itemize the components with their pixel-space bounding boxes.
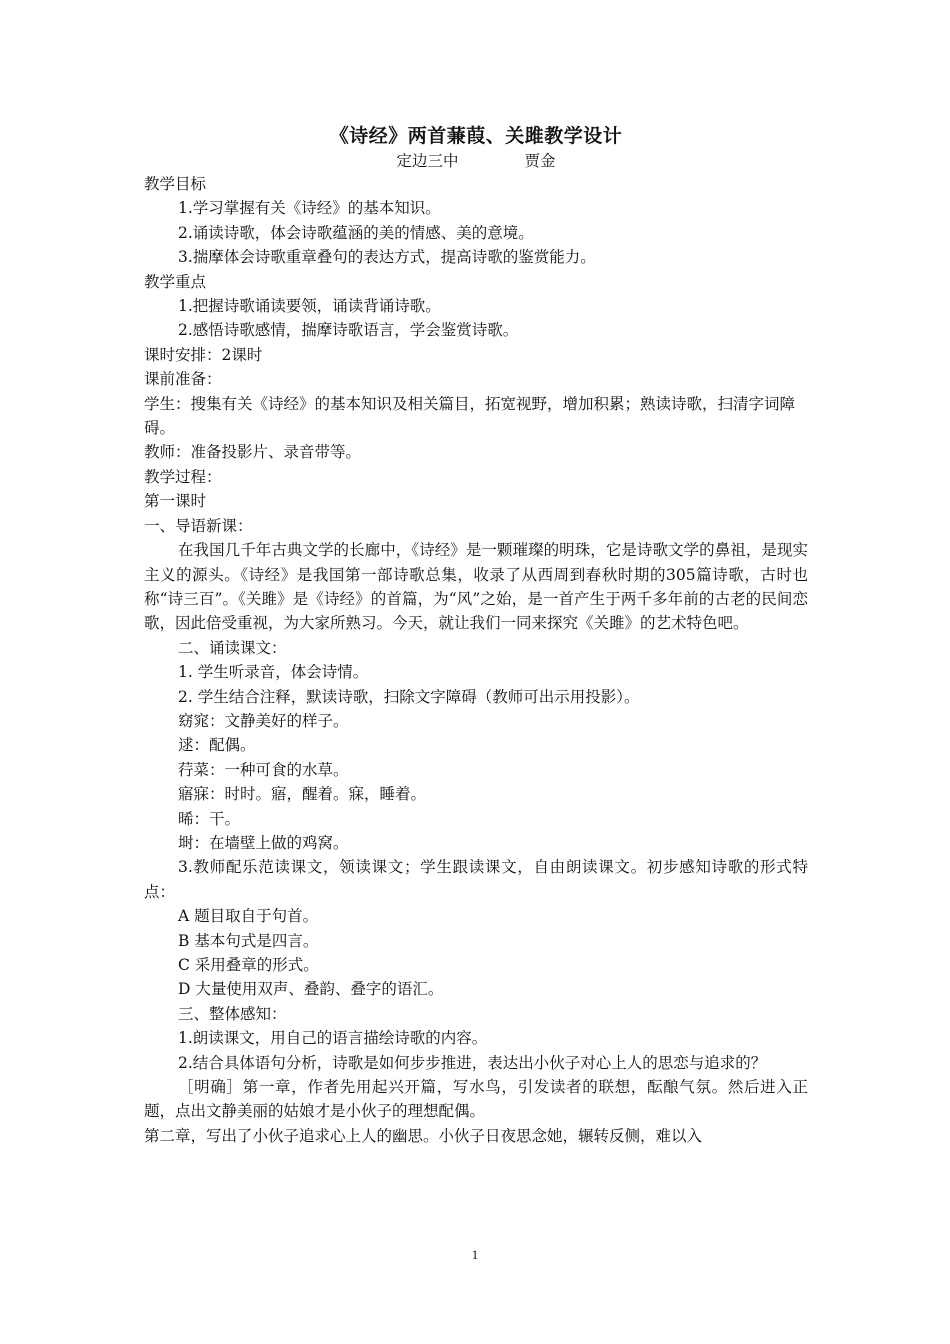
body-text bbox=[144, 172, 808, 1148]
text-line: 在我国几千年古典文学的长廊中，《诗经》是一颗璀璨的明珠，它是诗歌文学的鼻祖，是现实主义的源头。《诗经》是我国第一部诗歌总集，收录了从西周到春秋时期的305篇诗歌，古时也称“诗三百”。《关雎》是《诗经》的首篇，为“风”之始，是一首产生于两千多年前的古老的民间恋歌，因此倍受重视，为大家所熟习。今天，就让我们一同来探究《关雎》的艺术特色吧。 bbox=[144, 541, 808, 633]
author-line bbox=[144, 150, 808, 172]
text-line: 晞：干。 bbox=[178, 809, 241, 828]
text-line: 寤寐：时时。寤，醒着。寐，睡着。 bbox=[178, 785, 427, 804]
text-line: 埘：在墙壁上做的鸡窝。 bbox=[178, 833, 349, 852]
author-name: 贾金 bbox=[524, 152, 556, 170]
text-line: 课前准备： bbox=[144, 370, 222, 389]
text-line: 一、导语新课： bbox=[144, 516, 253, 535]
text-line: 课时安排：2课时 bbox=[144, 345, 263, 364]
text-line: 荇菜：一种可食的水草。 bbox=[178, 760, 349, 779]
text-line: 教学过程： bbox=[144, 467, 222, 486]
text-line: 教学重点 bbox=[144, 272, 207, 291]
text-line: A 题目取自于句首。 bbox=[178, 907, 319, 926]
text-line: 窈窕：文静美好的样子。 bbox=[178, 711, 349, 730]
document-body bbox=[144, 122, 808, 1148]
text-line: 1.把握诗歌诵读要领，诵读背诵诗歌。 bbox=[178, 297, 441, 316]
text-line: 三、整体感知： bbox=[178, 1004, 287, 1023]
text-line: 第二章，写出了小伙子追求心上人的幽思。小伙子日夜思念她，辗转反侧，难以入 bbox=[144, 1126, 703, 1145]
text-line: 2.诵读诗歌，体会诗歌蕴涵的美的情感、美的意境。 bbox=[178, 223, 534, 242]
text-line: 2. 学生结合注释，默读诗歌，扫除文字障碍（教师可出示用投影）。 bbox=[178, 687, 640, 706]
text-line: 3.揣摩体会诗歌重章叠句的表达方式，提高诗歌的鉴赏能力。 bbox=[178, 248, 596, 267]
document-title: 《诗经》两首蒹葭、关雎教学设计 bbox=[329, 125, 623, 147]
text-line: B 基本句式是四言。 bbox=[178, 931, 319, 950]
text-line: 教学目标 bbox=[144, 175, 207, 193]
text-line: C 采用叠章的形式。 bbox=[178, 956, 319, 974]
text-line: ［明确］第一章，作者先用起兴开篇，写水鸟，引发读者的联想，酝酿气氛。然后进入正题，点出文静美丽的姑娘才是小伙子的理想配偶。 bbox=[144, 1078, 808, 1121]
text-line: 1. 学生听录音，体会诗情。 bbox=[178, 663, 369, 682]
text-line: 2.感悟诗歌感情，揣摩诗歌语言，学会鉴赏诗歌。 bbox=[178, 321, 519, 340]
text-line: 学生：搜集有关《诗经》的基本知识及相关篇目，拓宽视野，增加积累；熟读诗歌，扫清字词障碍。 bbox=[144, 394, 796, 438]
author-school: 定边三中 bbox=[396, 152, 459, 170]
text-line: 教师：准备投影片、录音带等。 bbox=[144, 443, 362, 462]
text-line: D 大量使用双声、叠韵、叠字的语汇。 bbox=[178, 980, 444, 999]
text-line: 1.朗读课文，用自己的语言描绘诗歌的内容。 bbox=[178, 1029, 488, 1048]
text-line: 逑：配偶。 bbox=[178, 736, 256, 755]
text-line: 第一课时 bbox=[144, 492, 207, 511]
text-line: 3.教师配乐范读课文，领读课文；学生跟读课文，自由朗读课文。初步感知诗歌的形式特点： bbox=[144, 858, 808, 901]
page-number: 1 bbox=[471, 1247, 479, 1262]
text-line: 二、诵读课文： bbox=[178, 638, 287, 657]
text-line: 1.学习掌握有关《诗经》的基本知识。 bbox=[178, 199, 441, 218]
text-line: 2.结合具体语句分析，诗歌是如何步步推进，表达出小伙子对心上人的思恋与追求的？ bbox=[178, 1053, 767, 1072]
